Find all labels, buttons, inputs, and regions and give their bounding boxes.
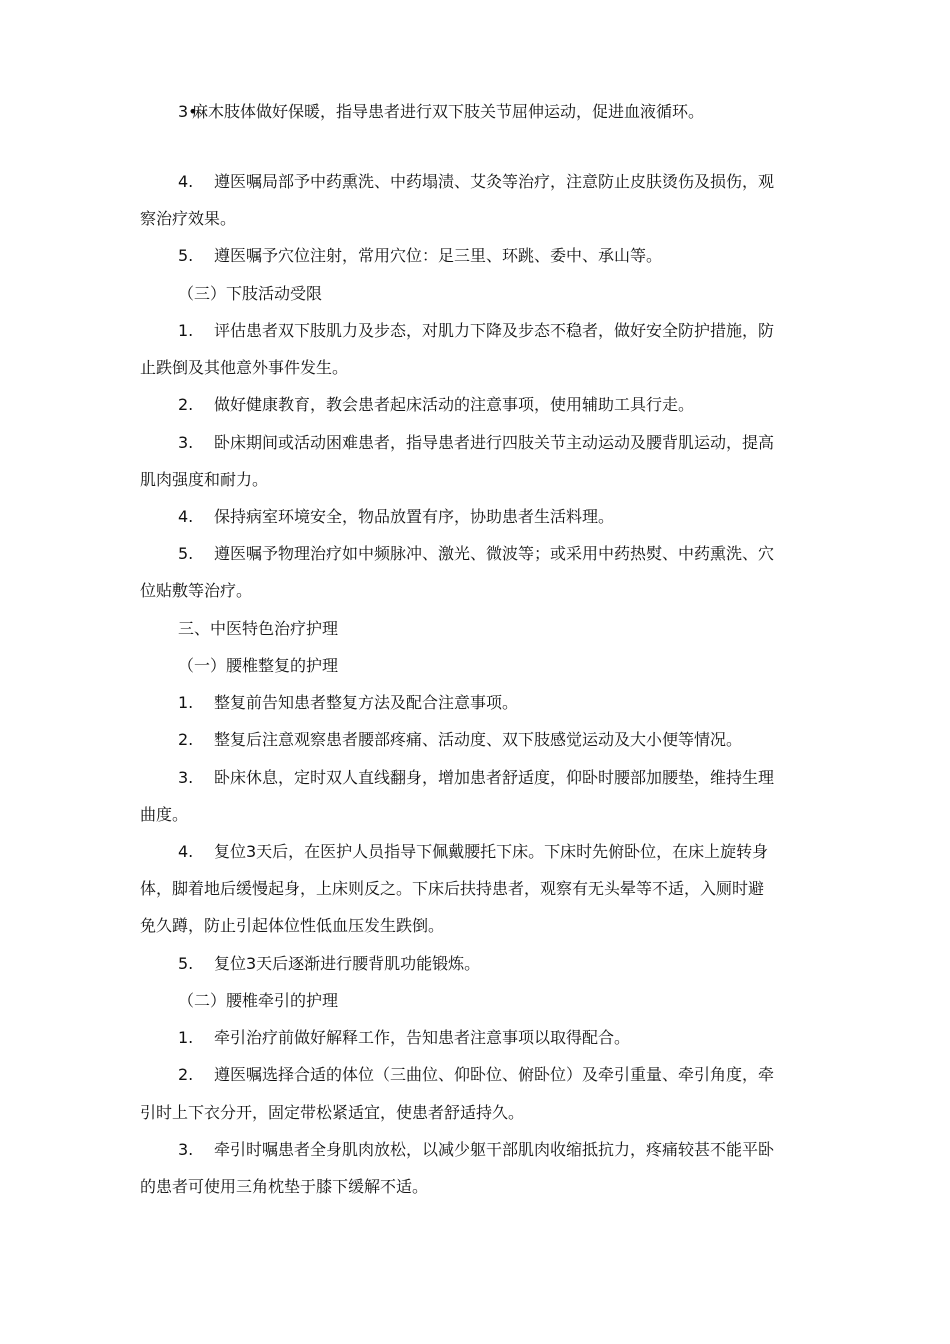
- paragraph-line: 3. 卧床休息，定时双人直线翻身，增加患者舒适度，仰卧时腰部加腰垫，维持生理: [178, 768, 775, 787]
- paragraph-line: 曲度。: [140, 805, 189, 824]
- paragraph-line: 引时上下衣分开，固定带松紧适宜，使患者舒适持久。: [140, 1103, 525, 1122]
- paragraph-line: 3. 卧床期间或活动困难患者，指导患者进行四肢关节主动运动及腰背肌运动，提高: [178, 433, 775, 452]
- paragraph-line: 1. 牵引治疗前做好解释工作，告知患者注意事项以取得配合。: [178, 1028, 631, 1047]
- paragraph-line: 5. 遵医嘱予物理治疗如中频脉冲、激光、微波等；或采用中药热熨、中药熏洗、穴: [178, 544, 775, 563]
- subsection-heading: （一）腰椎整复的护理: [178, 656, 339, 675]
- paragraph-line: 止跌倒及其他意外事件发生。: [140, 358, 349, 377]
- paragraph-line: 5. 遵医嘱予穴位注射，常用穴位：足三里、环跳、委中、承山等。: [178, 246, 663, 265]
- subsection-heading: （二）腰椎牵引的护理: [178, 991, 339, 1010]
- paragraph-line: 2. 遵医嘱选择合适的体位（三曲位、仰卧位、俯卧位）及牵引重量、牵引角度，牵: [178, 1065, 775, 1084]
- paragraph-line: 位贴敷等治疗。: [140, 581, 253, 600]
- paragraph-line: 体，脚着地后缓慢起身，上床则反之。下床后扶持患者，观察有无头晕等不适，入厕时避: [140, 879, 765, 898]
- paragraph-line: 察治疗效果。: [140, 209, 237, 228]
- paragraph-line: 4. 保持病室环境安全，物品放置有序，协助患者生活料理。: [178, 507, 615, 526]
- section-heading: （三）下肢活动受限: [178, 284, 323, 303]
- paragraph-line: 2. 做好健康教育，教会患者起床活动的注意事项，使用辅助工具行走。: [178, 395, 695, 414]
- paragraph-line: 4. 遵医嘱局部予中药熏洗、中药塌渍、艾灸等治疗，注意防止皮肤烫伤及损伤，观: [178, 172, 775, 191]
- paragraph-line: 肌肉强度和耐力。: [140, 470, 269, 489]
- paragraph-line: 1. 整复前告知患者整复方法及配合注意事项。: [178, 693, 519, 712]
- section-heading: 三、中医特色治疗护理: [178, 619, 339, 638]
- paragraph-line: 的患者可使用三角枕垫于膝下缓解不适。: [140, 1177, 429, 1196]
- paragraph-line: 3•麻木肢体做好保暖，指导患者进行双下肢关节屈伸运动，促进血液循环。: [178, 102, 705, 121]
- paragraph-line: 5. 复位3天后逐渐进行腰背肌功能锻炼。: [178, 954, 481, 973]
- paragraph-line: 免久蹲，防止引起体位性低血压发生跌倒。: [140, 916, 445, 935]
- paragraph-line: 2. 整复后注意观察患者腰部疼痛、活动度、双下肢感觉运动及大小便等情况。: [178, 730, 743, 749]
- paragraph-line: 1. 评估患者双下肢肌力及步态，对肌力下降及步态不稳者，做好安全防护措施，防: [178, 321, 775, 340]
- paragraph-line: 4. 复位3天后，在医护人员指导下佩戴腰托下床。下床时先俯卧位，在床上旋转身: [178, 842, 769, 861]
- paragraph-line: 3. 牵引时嘱患者全身肌肉放松，以减少躯干部肌肉收缩抵抗力，疼痛较甚不能平卧: [178, 1140, 775, 1159]
